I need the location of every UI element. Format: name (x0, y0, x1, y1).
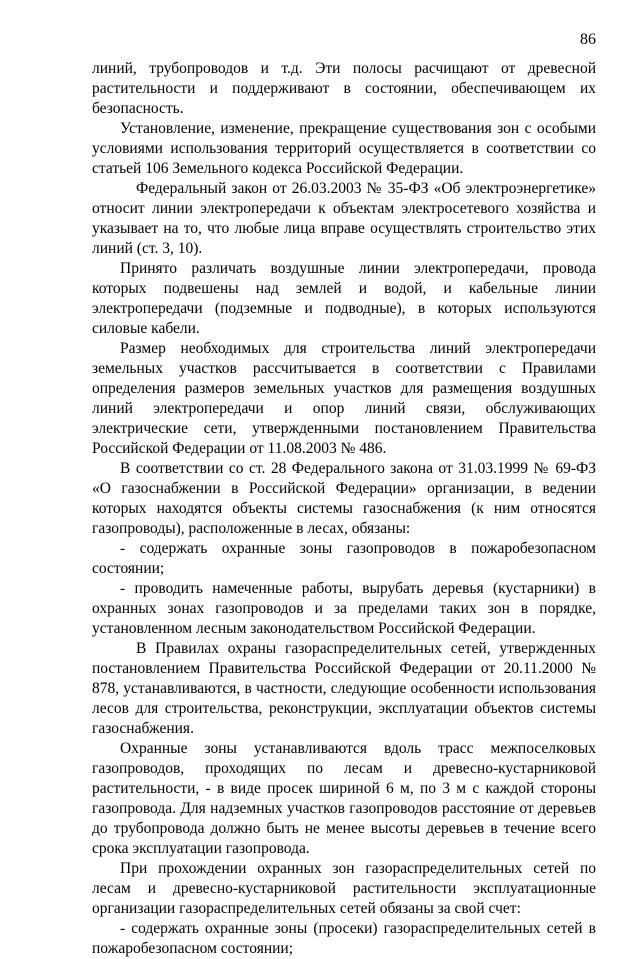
paragraph: В соответствии со ст. 28 Федерального закона от 31.03.1999 № 69-ФЗ «О газоснабжении в Российской Федерации» организации, в ведении которых находятся объекты системы газоснабжения (к ним относятся газопроводы), расположенные в лесах, обязаны: (92, 460, 596, 537)
paragraph: При прохождении охранных зон газораспределительных сетей по лесам и древесно-кустарниковой растительности эксплуатационные организации газораспределительных сетей обязаны за свой счет: (92, 860, 596, 917)
paragraph: линий, трубопроводов и т.д. Эти полосы расчищают от древесной растительности и поддерживают в состоянии, обеспечивающем их безопасность. (92, 60, 596, 117)
page-number: 86 (580, 31, 596, 48)
paragraph: Размер необходимых для строительства линий электропередачи земельных участков рассчитывается в соответствии с Правилами определения размеров земельных участков для размещения воздушных линий электропередачи и опор линий связи, обслуживающих электрические сети, утвержденными постановлением Правительства Российской Федерации от 11.08.2003 № 486. (92, 340, 596, 457)
list-item: - содержать охранные зоны газопроводов в пожаробезопасном состоянии; (92, 540, 596, 577)
paragraph: Охранные зоны устанавливаются вдоль трасс межпоселковых газопроводов, проходящих по лесам и древесно-кустарниковой растительности, - в виде просек шириной 6 м, по 3 м с каждой стороны газопровода. Для надземных участков газопроводов расстояние от деревьев до трубопровода должно быть не менее высоты деревьев в течение всего срока эксплуатации газопровода. (92, 740, 596, 857)
document-body (92, 59, 596, 959)
list-item: - содержать охранные зоны (просеки) газораспределительных сетей в пожаробезопасном состоянии; (92, 920, 596, 957)
paragraph: Федеральный закон от 26.03.2003 № 35-ФЗ «Об электроэнергетике» относит линии электропередачи к объектам электросетевого хозяйства и указывает на то, что любые лица вправе осуществлять строительство этих линий (ст. 3, 10). (92, 180, 596, 257)
paragraph: В Правилах охраны газораспределительных сетей, утвержденных постановлением Правительства Российской Федерации от 20.11.2000 № 878, устанавливаются, в частности, следующие особенности использования лесов для строительства, реконструкции, эксплуатации объектов системы газоснабжения. (92, 640, 596, 737)
paragraph: Установление, изменение, прекращение существования зон с особыми условиями использования территорий осуществляется в соответствии со статьей 106 Земельного кодекса Российской Федерации. (92, 120, 596, 177)
list-item: - проводить намеченные работы, вырубать деревья (кустарники) в охранных зонах газопроводов и за пределами таких зон в порядке, установленном лесным законодательством Российской Федерации. (92, 580, 596, 637)
paragraph: Принято различать воздушные линии электропередачи, провода которых подвешены над землей и водой, и кабельные линии электропередачи (подземные и подводные), в которых используются силовые кабели. (92, 260, 596, 337)
